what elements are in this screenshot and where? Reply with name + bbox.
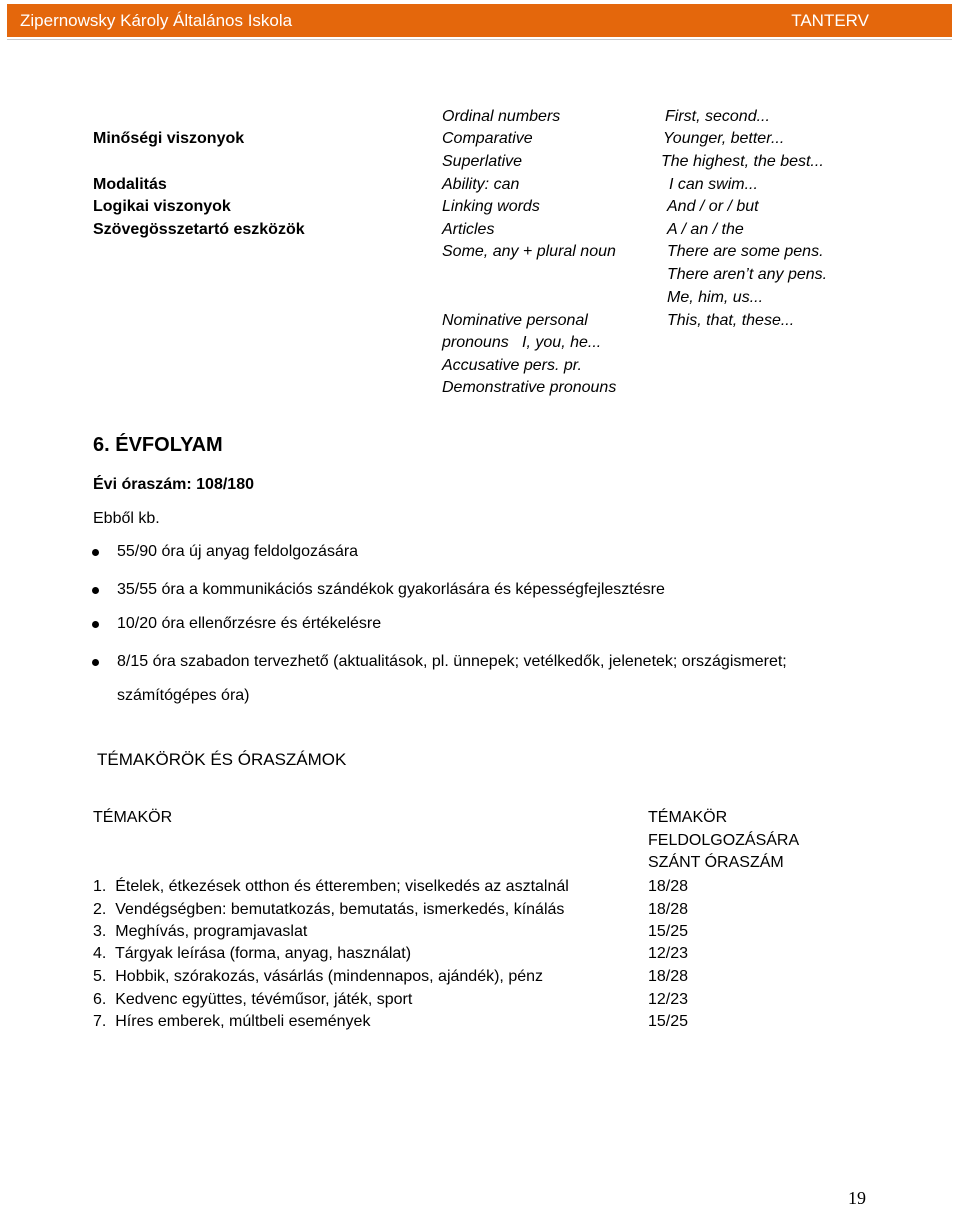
example-item: First, second... <box>665 108 770 125</box>
example-item: There are some pens. <box>667 243 824 260</box>
school-name: Zipernowsky Károly Általános Iskola <box>20 11 293 30</box>
topic-row-hours: 15/25 <box>648 923 689 940</box>
example-item: And / or / but <box>667 198 759 215</box>
structure-item: pronouns I, you, he... <box>442 334 602 351</box>
topics-heading: TÉMAKÖRÖK ÉS ÓRASZÁMOK <box>97 750 347 769</box>
topic-row-hours: 12/23 <box>648 991 689 1008</box>
structure-item: Linking words <box>442 198 540 215</box>
structure-item: Nominative personal <box>442 312 588 329</box>
bullet-icon <box>92 549 99 556</box>
label-quality-relations: Minőségi viszonyok <box>93 130 245 147</box>
example-item: The highest, the best... <box>661 153 824 170</box>
topic-row-name: 2. Vendégségben: bemutatkozás, bemutatás, ismerkedés, kínálás <box>93 901 565 918</box>
bullet-icon <box>92 659 99 666</box>
bullet-icon <box>92 587 99 594</box>
topic-row-name: 6. Kedvenc együttes, tévéműsor, játék, sport <box>93 991 413 1008</box>
label-logical-relations: Logikai viszonyok <box>93 198 231 215</box>
topic-row-name: 4. Tárgyak leírása (forma, anyag, használat) <box>93 945 412 962</box>
example-item: I can swim... <box>669 176 758 193</box>
topic-row-hours: 18/28 <box>648 878 689 895</box>
structure-item: Comparative <box>442 130 533 147</box>
example-item: There aren’t any pens. <box>667 266 828 283</box>
topic-row-name: 1. Ételek, étkezések otthon és étteremben; viselkedés az asztalnál <box>93 878 569 895</box>
header-bar <box>7 4 952 39</box>
topic-row-hours: 12/23 <box>648 945 689 962</box>
document-type: TANTERV <box>791 11 869 30</box>
example-item: A / an / the <box>667 221 744 238</box>
structure-item: Articles <box>442 221 495 238</box>
structure-item: Ability: can <box>442 176 520 193</box>
topic-row-name: 5. Hobbik, szórakozás, vásárlás (mindennapos, ajándék), pénz <box>93 968 544 985</box>
column-header-hours-line2: FELDOLGOZÁSÁRA <box>648 832 800 849</box>
annual-hours: Évi óraszám: 108/180 <box>93 476 254 493</box>
structure-item: Ordinal numbers <box>442 108 561 125</box>
example-item: Younger, better... <box>663 130 785 147</box>
label-cohesion-devices: Szövegösszetartó eszközök <box>93 221 305 238</box>
bullet-item: 35/55 óra a kommunikációs szándékok gyakorlására és képességfejlesztésre <box>117 581 665 598</box>
column-header-topic: TÉMAKÖR <box>93 809 173 826</box>
grade-heading: 6. ÉVFOLYAM <box>93 434 223 456</box>
structure-item: Some, any + plural noun <box>442 243 616 260</box>
label-modality: Modalitás <box>93 176 167 193</box>
topic-row-hours: 18/28 <box>648 968 689 985</box>
bullet-icon <box>92 621 99 628</box>
of-which-label: Ebből kb. <box>93 510 160 527</box>
bullet-item: 55/90 óra új anyag feldolgozására <box>117 543 359 560</box>
topic-row-hours: 15/25 <box>648 1013 689 1030</box>
structure-item: Superlative <box>442 153 523 170</box>
structure-item: Demonstrative pronouns <box>442 379 617 396</box>
example-item: Me, him, us... <box>667 289 764 306</box>
bullet-continuation: számítógépes óra) <box>117 687 250 704</box>
topic-row-hours: 18/28 <box>648 901 689 918</box>
topic-row-name: 7. Híres emberek, múltbeli események <box>93 1013 371 1030</box>
example-item: This, that, these... <box>667 312 795 329</box>
structure-item: Accusative pers. pr. <box>442 357 582 374</box>
topic-row-name: 3. Meghívás, programjavaslat <box>93 923 308 940</box>
page-number: 19 <box>848 1188 866 1208</box>
column-header-hours-line1: TÉMAKÖR <box>648 809 728 826</box>
column-header-hours-line3: SZÁNT ÓRASZÁM <box>648 854 784 871</box>
bullet-item: 8/15 óra szabadon tervezhető (aktualitások, pl. ünnepek; vetélkedők, jelenetek; országismeret; <box>117 653 787 670</box>
bullet-item: 10/20 óra ellenőrzésre és értékelésre <box>117 615 382 632</box>
